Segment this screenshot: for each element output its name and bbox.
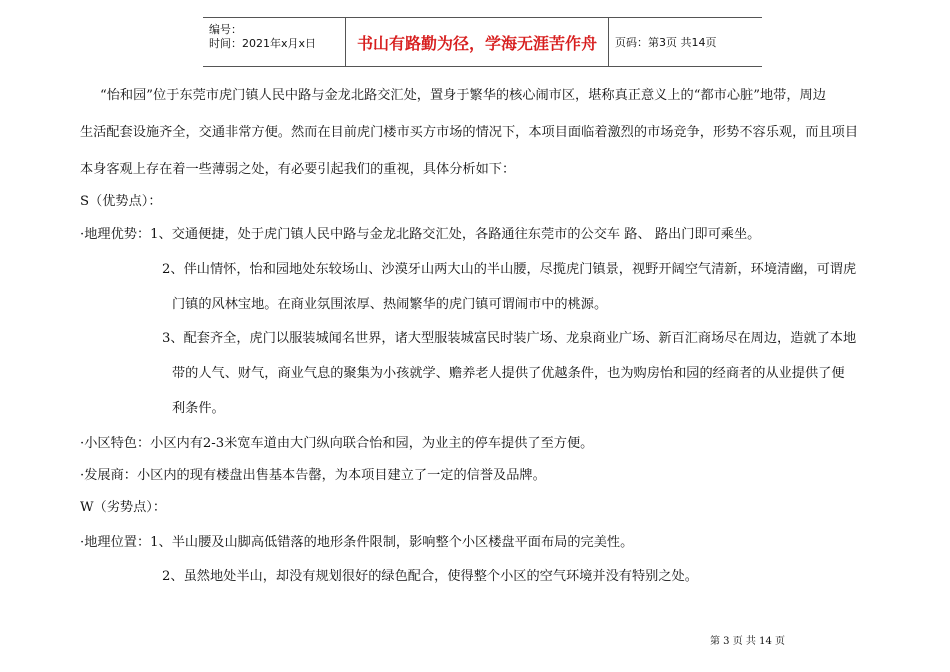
page-header — [203, 17, 762, 67]
strength-geo-3-line-2: 带的人气、财气，商业气息的聚集为小孩就学、赡养老人提供了优越条件，也为购房怡和园的经商者的从业提供了便 — [172, 366, 845, 381]
weakness-geo-1: ·地理位置：1、半山腰及山脚高低错落的地形条件限制，影响整个小区楼盘平面布局的完美性。 — [80, 535, 634, 550]
header-number-label: 编号： — [209, 23, 242, 36]
strength-geo-3-line-1: 3、配套齐全，虎门以服装城闻名世界，诸大型服装城富民时装广场、龙泉商业广场、新百汇商场尽在周边，造就了本地 — [162, 331, 857, 346]
strength-geo-2-line-1: 2、伴山情怀，怡和园地处东较场山、沙漠牙山两大山的半山腰，尽揽虎门镇景，视野开阔空气清新，环境清幽，可谓虎 — [162, 262, 857, 277]
strength-developer: ·发展商：小区内的现有楼盘出售基本告罄，为本项目建立了一定的信誉及品牌。 — [80, 468, 546, 483]
strength-geo-3-line-3: 利条件。 — [172, 401, 225, 416]
header-page-info: 页码：第3页 共14页 — [615, 36, 717, 49]
strength-geo-2-line-2: 门镇的风林宝地。在商业氛围浓厚、热闹繁华的虎门镇可谓闹市中的桃源。 — [172, 297, 608, 312]
header-meta — [203, 18, 345, 66]
weakness-geo-2: 2、虽然地处半山，却没有规划很好的绿色配合，使得整个小区的空气环境并没有特别之处。 — [162, 569, 698, 584]
header-motto: 书山有路勤为径，学海无涯苦作舟 — [356, 33, 597, 53]
intro-line-3: 本身客观上存在着一些薄弱之处，有必要引起我们的重视，具体分析如下： — [80, 162, 516, 177]
weaknesses-heading: W（劣势点）： — [80, 500, 167, 515]
page-footer: 第 3 页 共 14 页 — [710, 636, 785, 647]
intro-line-2: 生活配套设施齐全，交通非常方便。然而在目前虎门楼市买方市场的情况下，本项目面临着激烈的市场竞争，形势不容乐观，而且项目 — [80, 125, 859, 140]
header-divider — [608, 18, 609, 66]
strength-feature: ·小区特色：小区内有2-3米宽车道由大门纵向联合怡和园，为业主的停车提供了至方便。 — [80, 436, 594, 451]
intro-line-1: “怡和园”位于东莞市虎门镇人民中路与金龙北路交汇处，置身于繁华的核心闹市区，堪称真正意义上的“都市心脏”地带，周边 — [100, 88, 826, 103]
strength-geo-1: ·地理优势：1、交通便捷，处于虎门镇人民中路与金龙北路交汇处，各路通往东莞市的公交车 路、 路出门即可乘坐。 — [80, 227, 761, 242]
header-time-label: 时间：2021年x月x日 — [209, 37, 317, 50]
strengths-heading: S（优势点）： — [80, 194, 162, 209]
